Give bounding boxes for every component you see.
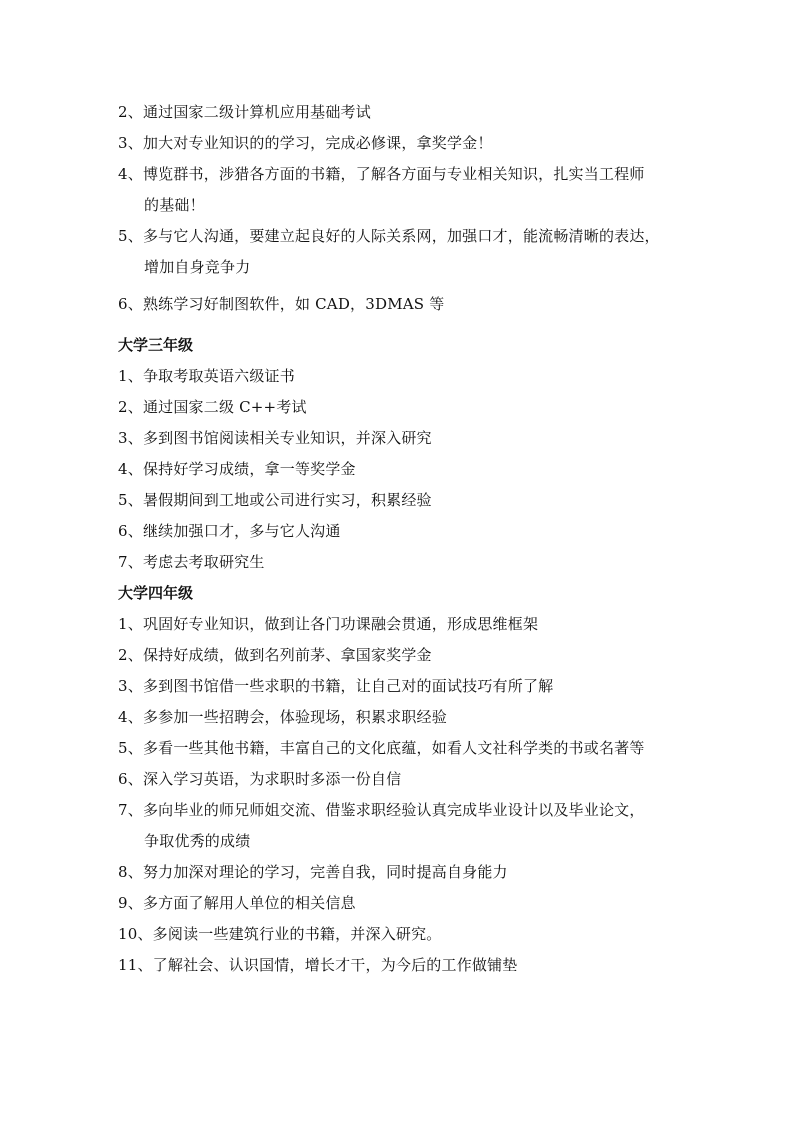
list-item: 3、加大对专业知识的的学习，完成必修课，拿奖学金！ xyxy=(118,134,493,152)
list-item: 9、多方面了解用人单位的相关信息 xyxy=(118,894,356,912)
section-year4 xyxy=(118,578,688,981)
list-item: 4、博览群书，涉猎各方面的书籍，了解各方面与专业相关知识，扎实当工程师 xyxy=(118,165,645,183)
list-item-continuation: 争取优秀的成绩 xyxy=(144,832,251,850)
list-item: 10、多阅读一些建筑行业的书籍，并深入研究。 xyxy=(118,925,442,943)
list-item: 2、通过国家二级 C++考试 xyxy=(118,398,307,416)
list-item: 6、熟练学习好制图软件，如 CAD，3DMAS 等 xyxy=(118,295,445,313)
list-item: 1、争取考取英语六级证书 xyxy=(118,367,295,385)
list-item: 5、多与它人沟通，要建立起良好的人际关系网，加强口才，能流畅清晰的表达， xyxy=(118,227,660,245)
list-item: 5、多看一些其他书籍，丰富自己的文化底蕴，如看人文社科学类的书或名著等 xyxy=(118,739,645,757)
list-item: 2、保持好成绩，做到名列前茅、拿国家奖学金 xyxy=(118,646,432,664)
section-year2-list xyxy=(118,97,688,320)
list-item: 1、巩固好专业知识，做到让各门功课融会贯通，形成思维框架 xyxy=(118,615,539,633)
section-heading-year4: 大学四年级 xyxy=(118,584,194,602)
list-item-continuation: 的基础！ xyxy=(144,196,205,214)
list-item: 3、多到图书馆阅读相关专业知识，并深入研究 xyxy=(118,429,432,447)
list-item: 4、多参加一些招聘会，体验现场，积累求职经验 xyxy=(118,708,447,726)
list-item: 6、继续加强口才，多与它人沟通 xyxy=(118,522,341,540)
list-item: 4、保持好学习成绩，拿一等奖学金 xyxy=(118,460,356,478)
list-item: 6、深入学习英语，为求职时多添一份自信 xyxy=(118,770,402,788)
list-item: 7、多向毕业的师兄师姐交流、借鉴求职经验认真完成毕业设计以及毕业论文， xyxy=(118,801,645,819)
section-heading-year3: 大学三年级 xyxy=(118,336,194,354)
list-item: 2、通过国家二级计算机应用基础考试 xyxy=(118,103,371,121)
list-item: 3、多到图书馆借一些求职的书籍，让自己对的面试技巧有所了解 xyxy=(118,677,554,695)
list-item: 11、了解社会、认识国情，增长才干，为今后的工作做铺垫 xyxy=(118,956,518,974)
list-item: 8、努力加深对理论的学习，完善自我，同时提高自身能力 xyxy=(118,863,508,881)
list-item-continuation: 增加自身竞争力 xyxy=(144,258,251,276)
list-item: 5、暑假期间到工地或公司进行实习，积累经验 xyxy=(118,491,432,509)
list-item: 7、考虑去考取研究生 xyxy=(118,553,265,571)
document-body xyxy=(118,97,688,981)
section-year3 xyxy=(118,330,688,578)
